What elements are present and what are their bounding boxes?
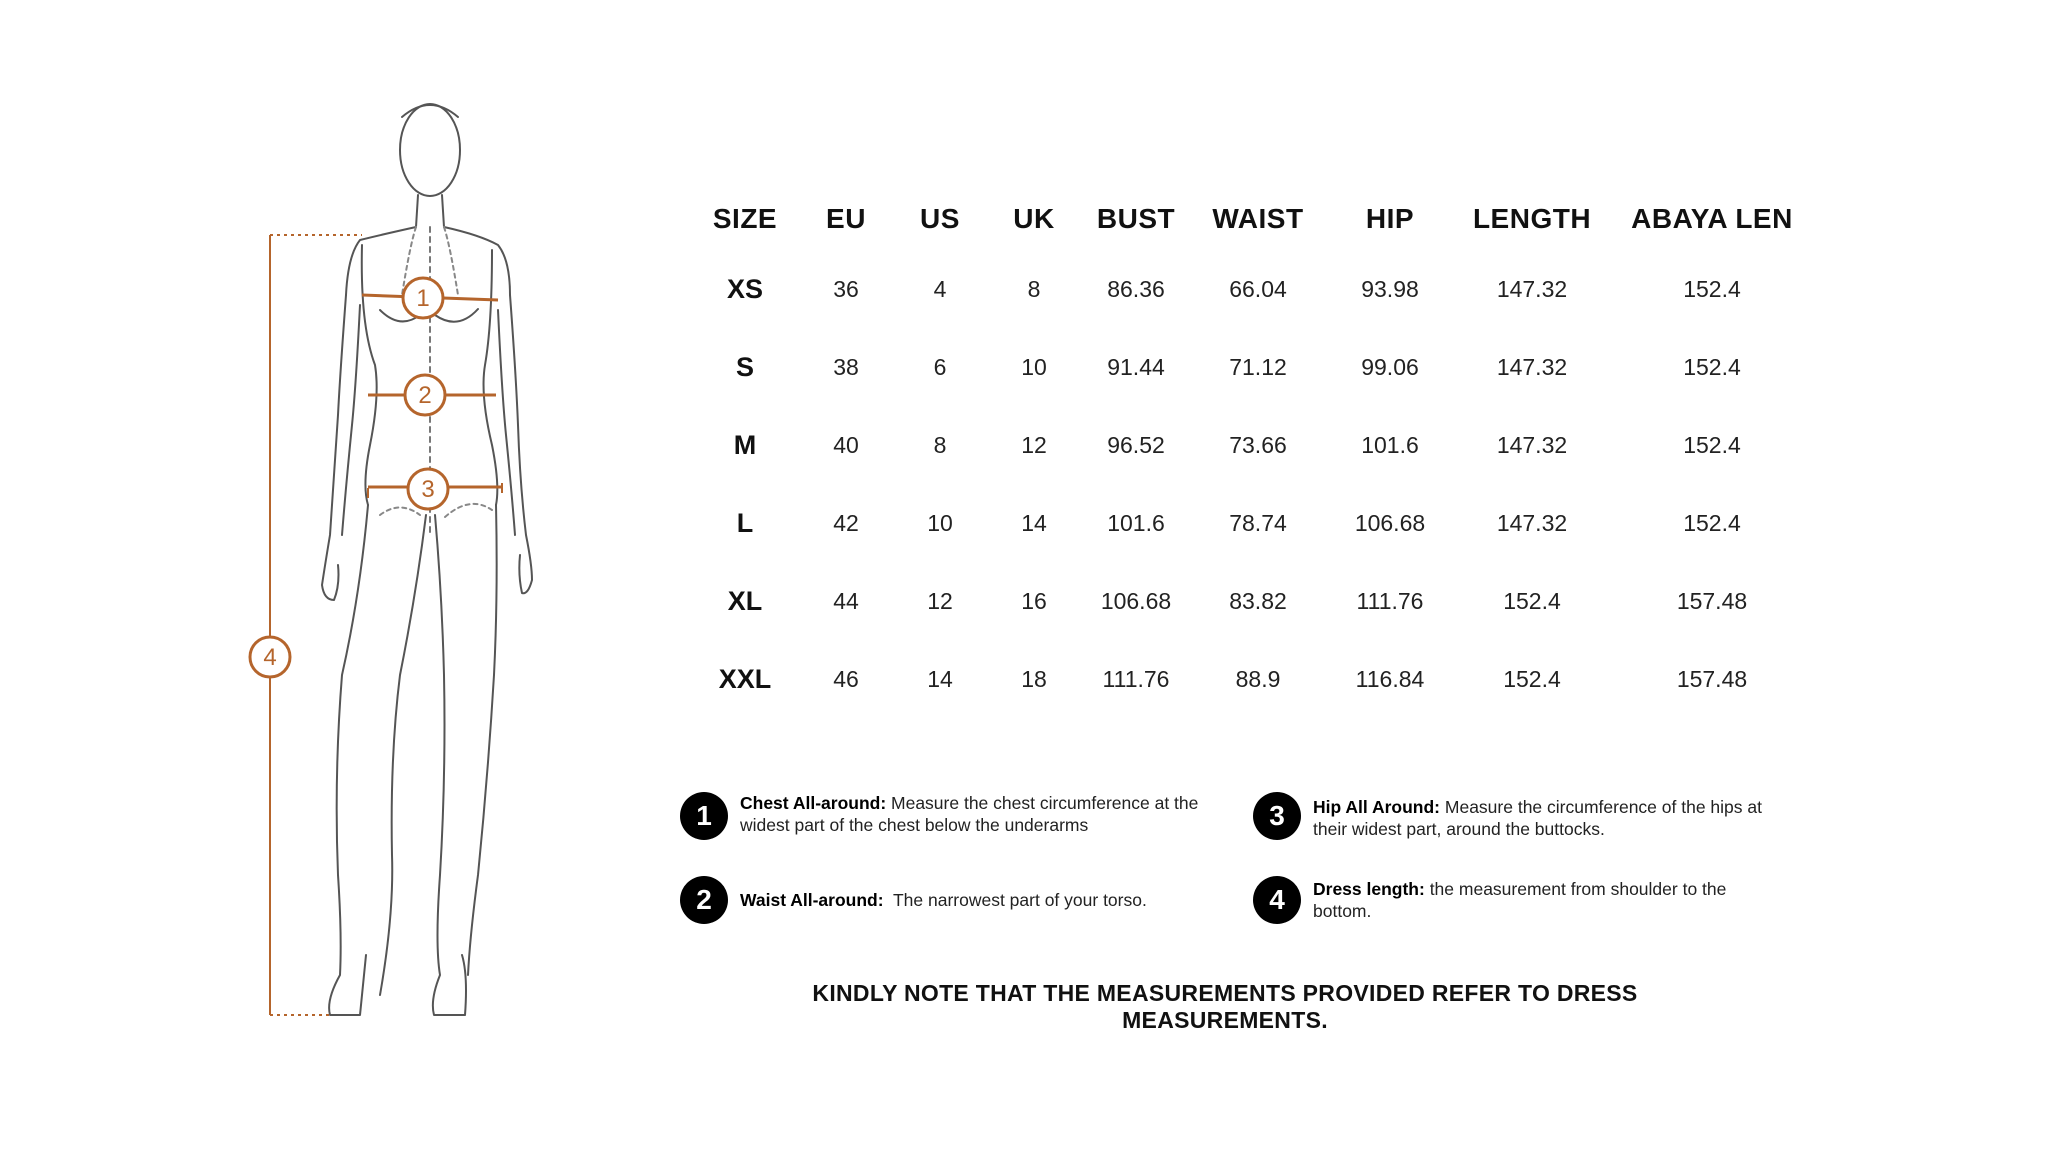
header-length: LENGTH: [1472, 203, 1592, 234]
size-cell: XL: [727, 585, 763, 616]
table-row: [690, 640, 1816, 718]
table-row: [690, 250, 1816, 328]
table-cell: 14: [927, 665, 953, 692]
legend-text: [740, 876, 1210, 911]
table-cell: 8: [1027, 275, 1041, 302]
table-cell: 152.4: [1503, 587, 1561, 614]
table-cell: 101.6: [1107, 509, 1165, 536]
table-cell: 83.82: [1229, 587, 1287, 614]
legend-term: Chest All-around:: [740, 793, 887, 813]
size-chart-table: [690, 188, 1816, 718]
table-cell: 152.4: [1683, 353, 1741, 380]
number-2-icon: 2: [680, 876, 728, 924]
table-row: [690, 328, 1816, 406]
header-abaya-len: ABAYA LEN: [1631, 203, 1793, 234]
measurement-note: KINDLY NOTE THAT THE MEASUREMENTS PROVIDED REFER TO DRESS MEASUREMENTS.: [812, 980, 1638, 1033]
legend-term: Waist All-around:: [740, 890, 884, 910]
table-row: [690, 406, 1816, 484]
number-1-icon: 1: [680, 792, 728, 840]
marker-1-label: 1: [416, 285, 430, 312]
table-cell: 106.68: [1354, 509, 1426, 536]
legend-item-chest: [680, 792, 1210, 840]
size-cell: S: [735, 351, 754, 382]
header-uk: UK: [1013, 203, 1055, 234]
table-cell: 157.48: [1676, 587, 1748, 614]
table-cell: 71.12: [1229, 353, 1287, 380]
table-cell: 152.4: [1683, 431, 1741, 458]
table-cell: 152.4: [1683, 275, 1741, 302]
size-cell: XS: [726, 273, 764, 304]
legend-description: The narrowest part of your torso.: [883, 890, 1147, 910]
table-cell: 157.48: [1676, 665, 1748, 692]
legend-text: [740, 792, 1210, 836]
table-cell: 10: [1021, 353, 1047, 380]
table-cell: 106.68: [1100, 587, 1172, 614]
table-cell: 147.32: [1496, 353, 1568, 380]
marker-2-label: 2: [418, 382, 432, 409]
table-cell: 10: [927, 509, 953, 536]
size-cell: XXL: [718, 663, 772, 694]
table-cell: 147.32: [1496, 275, 1568, 302]
marker-3-label: 3: [421, 476, 435, 503]
table-cell: 36: [833, 275, 859, 302]
table-cell: 93.98: [1361, 275, 1419, 302]
table-cell: 14: [1021, 509, 1047, 536]
table-cell: 18: [1021, 665, 1047, 692]
legend-text: [1313, 792, 1783, 840]
size-cell: L: [736, 507, 754, 538]
table-cell: 46: [833, 665, 859, 692]
table-cell: 99.06: [1361, 353, 1419, 380]
table-cell: 38: [833, 353, 859, 380]
header-waist: WAIST: [1212, 203, 1304, 234]
header-eu: EU: [826, 203, 866, 234]
table-cell: 6: [933, 353, 947, 380]
table-cell: 152.4: [1683, 509, 1741, 536]
table-header-row: [690, 188, 1816, 250]
table-cell: 116.84: [1355, 665, 1425, 692]
table-cell: 42: [833, 509, 859, 536]
header-hip: HIP: [1365, 203, 1415, 234]
table-row: [690, 484, 1816, 562]
table-cell: 96.52: [1107, 431, 1165, 458]
table-cell: 147.32: [1496, 431, 1568, 458]
table-cell: 147.32: [1496, 509, 1568, 536]
header-us: US: [920, 203, 960, 234]
table-cell: 4: [933, 275, 947, 302]
table-cell: 12: [927, 587, 953, 614]
table-cell: 86.36: [1107, 275, 1165, 302]
table-cell: 8: [933, 431, 947, 458]
table-cell: 111.76: [1356, 587, 1424, 614]
legend-term: Dress length:: [1313, 879, 1425, 899]
size-cell: M: [733, 429, 757, 460]
table-cell: 12: [1021, 431, 1047, 458]
legend-description: Measure the chest circumference at the widest part of the chest below the underarms: [740, 793, 1199, 835]
marker-4-label: 4: [263, 644, 277, 671]
legend-description: the measurement from shoulder to the bottom.: [1313, 879, 1727, 921]
legend-text: [1313, 876, 1783, 922]
table-cell: 78.74: [1229, 509, 1287, 536]
table-cell: 73.66: [1229, 431, 1287, 458]
table-cell: 101.6: [1361, 431, 1419, 458]
table-cell: 40: [833, 431, 859, 458]
legend-item-waist: [680, 876, 1210, 924]
table-row: [690, 562, 1816, 640]
header-bust: BUST: [1096, 203, 1176, 234]
number-3-icon: 3: [1253, 792, 1301, 840]
legend-term: Hip All Around:: [1313, 797, 1441, 817]
legend-item-dress-length: [1253, 876, 1783, 924]
legend-description: Measure the circumference of the hips at their widest part, around the buttocks.: [1313, 797, 1762, 839]
table-cell: 91.44: [1107, 353, 1165, 380]
table-cell: 152.4: [1503, 665, 1561, 692]
legend-item-hip: [1253, 792, 1783, 840]
table-cell: 88.9: [1235, 665, 1281, 692]
table-cell: 16: [1021, 587, 1047, 614]
table-cell: 44: [833, 587, 859, 614]
number-4-icon: 4: [1253, 876, 1301, 924]
header-size: SIZE: [712, 203, 778, 234]
body-figure-illustration: [230, 95, 560, 1025]
table-cell: 66.04: [1229, 275, 1287, 302]
table-cell: 111.76: [1102, 665, 1170, 692]
